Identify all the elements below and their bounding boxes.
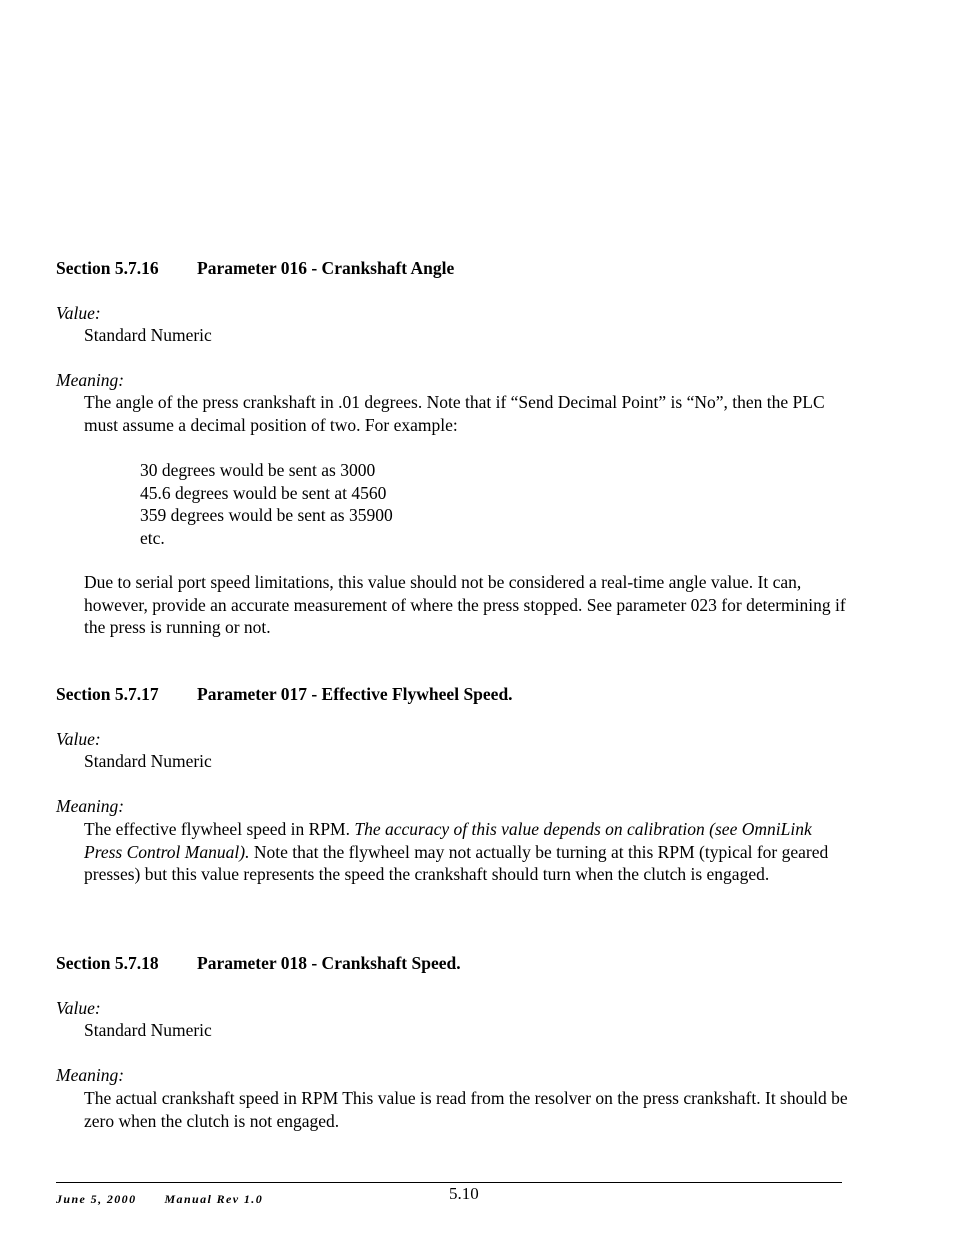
meaning-emphasis: The accuracy of this value depends on calibration (see OmniLink Press Control Manual). bbox=[84, 819, 812, 862]
meaning-part: The effective flywheel speed in RPM. bbox=[84, 819, 355, 839]
section-heading bbox=[56, 257, 454, 280]
section-title: Parameter 017 - Effective Flywheel Speed. bbox=[197, 684, 513, 704]
section-heading bbox=[56, 683, 513, 706]
value-text: Standard Numeric bbox=[84, 325, 212, 345]
example-list bbox=[140, 459, 393, 549]
value-text: Standard Numeric bbox=[84, 1020, 212, 1040]
example-line: 30 degrees would be sent as 3000 bbox=[140, 460, 376, 480]
example-line: 359 degrees would be sent as 35900 bbox=[140, 505, 393, 525]
section-number: Section 5.7.16 bbox=[56, 258, 159, 278]
value-label: Value: bbox=[56, 998, 101, 1018]
meaning-part: Note that the flywheel may not actually be turning at this RPM (typical for geared presses) but this value represents the speed the crankshaft should turn when the clutch is engaged. bbox=[84, 841, 829, 884]
meaning-text bbox=[84, 818, 849, 886]
example-line: etc. bbox=[140, 527, 165, 548]
meaning-text: The actual crankshaft speed in RPM This value is read from the resolver on the press crankshaft. It should be zero when the clutch is not engaged. bbox=[84, 1088, 848, 1131]
footer-date: June 5, 2000 bbox=[56, 1192, 137, 1206]
section-number: Section 5.7.17 bbox=[56, 684, 159, 704]
section-title: Parameter 018 - Crankshaft Speed. bbox=[197, 953, 461, 973]
meaning-label: Meaning: bbox=[56, 796, 125, 816]
note-text: Due to serial port speed limitations, this value should not be considered a real-time angle value. It can, however, provide an accurate measurement of where the press stopped. See parameter 023 for determining if the press is running or not. bbox=[84, 572, 846, 637]
value-label: Value: bbox=[56, 303, 101, 323]
value-label: Value: bbox=[56, 729, 101, 749]
section-heading bbox=[56, 952, 461, 975]
section-title: Parameter 016 - Crankshaft Angle bbox=[197, 258, 455, 278]
meaning-label: Meaning: bbox=[56, 370, 125, 390]
footer-info bbox=[56, 1188, 263, 1211]
footer-revision: Manual Rev 1.0 bbox=[164, 1192, 264, 1206]
meaning-text: The angle of the press crankshaft in .01 degrees. Note that if “Send Decimal Point” is “No”, then the PLC must assume a decimal position of two. For example: bbox=[84, 392, 825, 435]
example-line: 45.6 degrees would be sent at 4560 bbox=[140, 482, 387, 503]
value-text: Standard Numeric bbox=[84, 751, 212, 771]
section-number: Section 5.7.18 bbox=[56, 953, 159, 973]
meaning-label: Meaning: bbox=[56, 1065, 125, 1085]
page-number: 5.10 bbox=[449, 1184, 479, 1203]
